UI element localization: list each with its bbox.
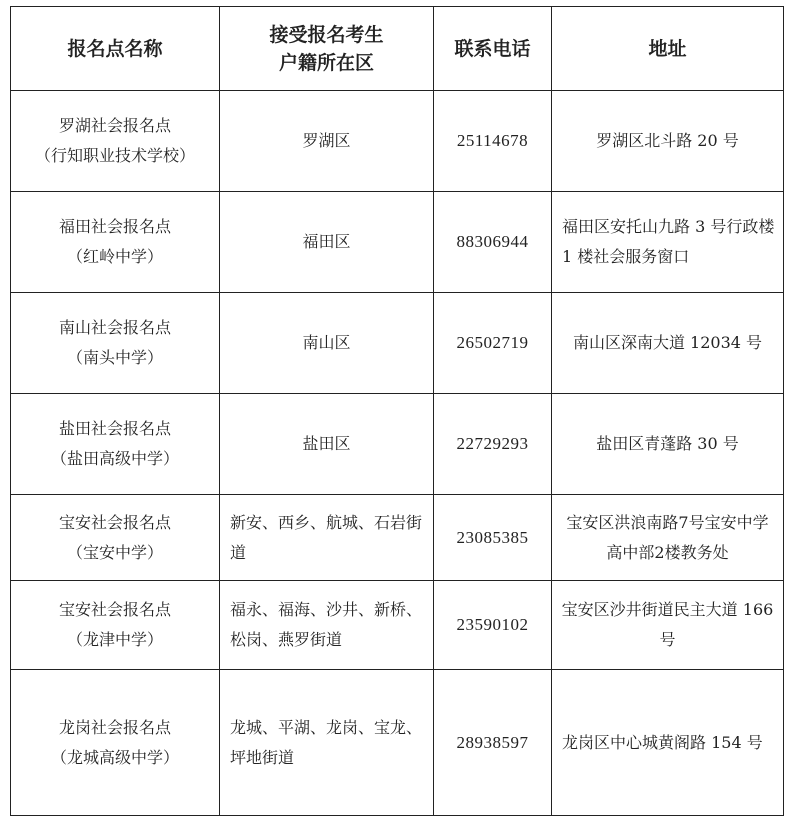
point-school: （龙津中学） [66,630,163,649]
cell-phone: 25114678 [434,91,552,192]
cell-phone: 23590102 [434,581,552,670]
cell-address: 福田区安托山九路 3 号行政楼 1 楼社会服务窗口 [552,192,784,293]
cell-address: 盐田区青蓬路 30 号 [552,394,784,495]
point-name: 南山社会报名点 [58,318,171,337]
cell-name [11,192,220,293]
cell-address: 宝安区沙井街道民主大道 166 号 [552,581,784,670]
table-row [11,293,784,394]
cell-address: 龙岗区中心城黄阁路 154 号 [552,670,784,816]
point-school: （红岭中学） [66,247,163,266]
cell-name [11,670,220,816]
cell-district: 福永、福海、沙井、新桥、松岗、燕罗街道 [220,581,434,670]
cell-phone: 26502719 [434,293,552,394]
table-row [11,91,784,192]
table-row [11,670,784,816]
cell-district: 南山区 [220,293,434,394]
cell-district: 龙城、平湖、龙岗、宝龙、坪地街道 [220,670,434,816]
cell-district: 罗湖区 [220,91,434,192]
cell-name [11,293,220,394]
point-name: 罗湖社会报名点 [58,116,171,135]
cell-phone: 28938597 [434,670,552,816]
cell-phone: 88306944 [434,192,552,293]
cell-phone: 22729293 [434,394,552,495]
point-school: （行知职业技术学校） [34,146,195,165]
point-school: （龙城高级中学） [50,747,179,767]
point-name: 宝安社会报名点 [58,600,171,619]
cell-name [11,394,220,495]
cell-address: 南山区深南大道 12034 号 [552,293,784,394]
point-name: 宝安社会报名点 [58,512,171,532]
cell-address: 宝安区洪浪南路7号宝安中学高中部2楼教务处 [552,495,784,581]
cell-name [11,91,220,192]
point-name: 龙岗社会报名点 [58,717,171,737]
header-district-line2: 户籍所在区 [278,51,374,74]
cell-district: 福田区 [220,192,434,293]
cell-name [11,495,220,581]
registration-points-table [10,6,784,816]
header-address: 地址 [552,7,784,91]
point-name: 盐田社会报名点 [58,419,171,438]
cell-phone: 23085385 [434,495,552,581]
point-name: 福田社会报名点 [58,217,171,236]
point-school: （南头中学） [66,348,163,367]
table-row [11,581,784,670]
cell-district: 盐田区 [220,394,434,495]
header-name: 报名点名称 [11,7,220,91]
point-school: （宝安中学） [66,542,163,562]
table-row [11,495,784,581]
cell-address: 罗湖区北斗路 20 号 [552,91,784,192]
point-school: （盐田高级中学） [50,449,179,468]
cell-name [11,581,220,670]
cell-district: 新安、西乡、航城、石岩街道 [220,495,434,581]
header-district [220,7,434,91]
registration-table-container [10,6,784,816]
header-district-line1: 接受报名考生 [269,23,384,46]
header-row [11,7,784,91]
table-row [11,192,784,293]
table-row [11,394,784,495]
header-phone: 联系电话 [434,7,552,91]
